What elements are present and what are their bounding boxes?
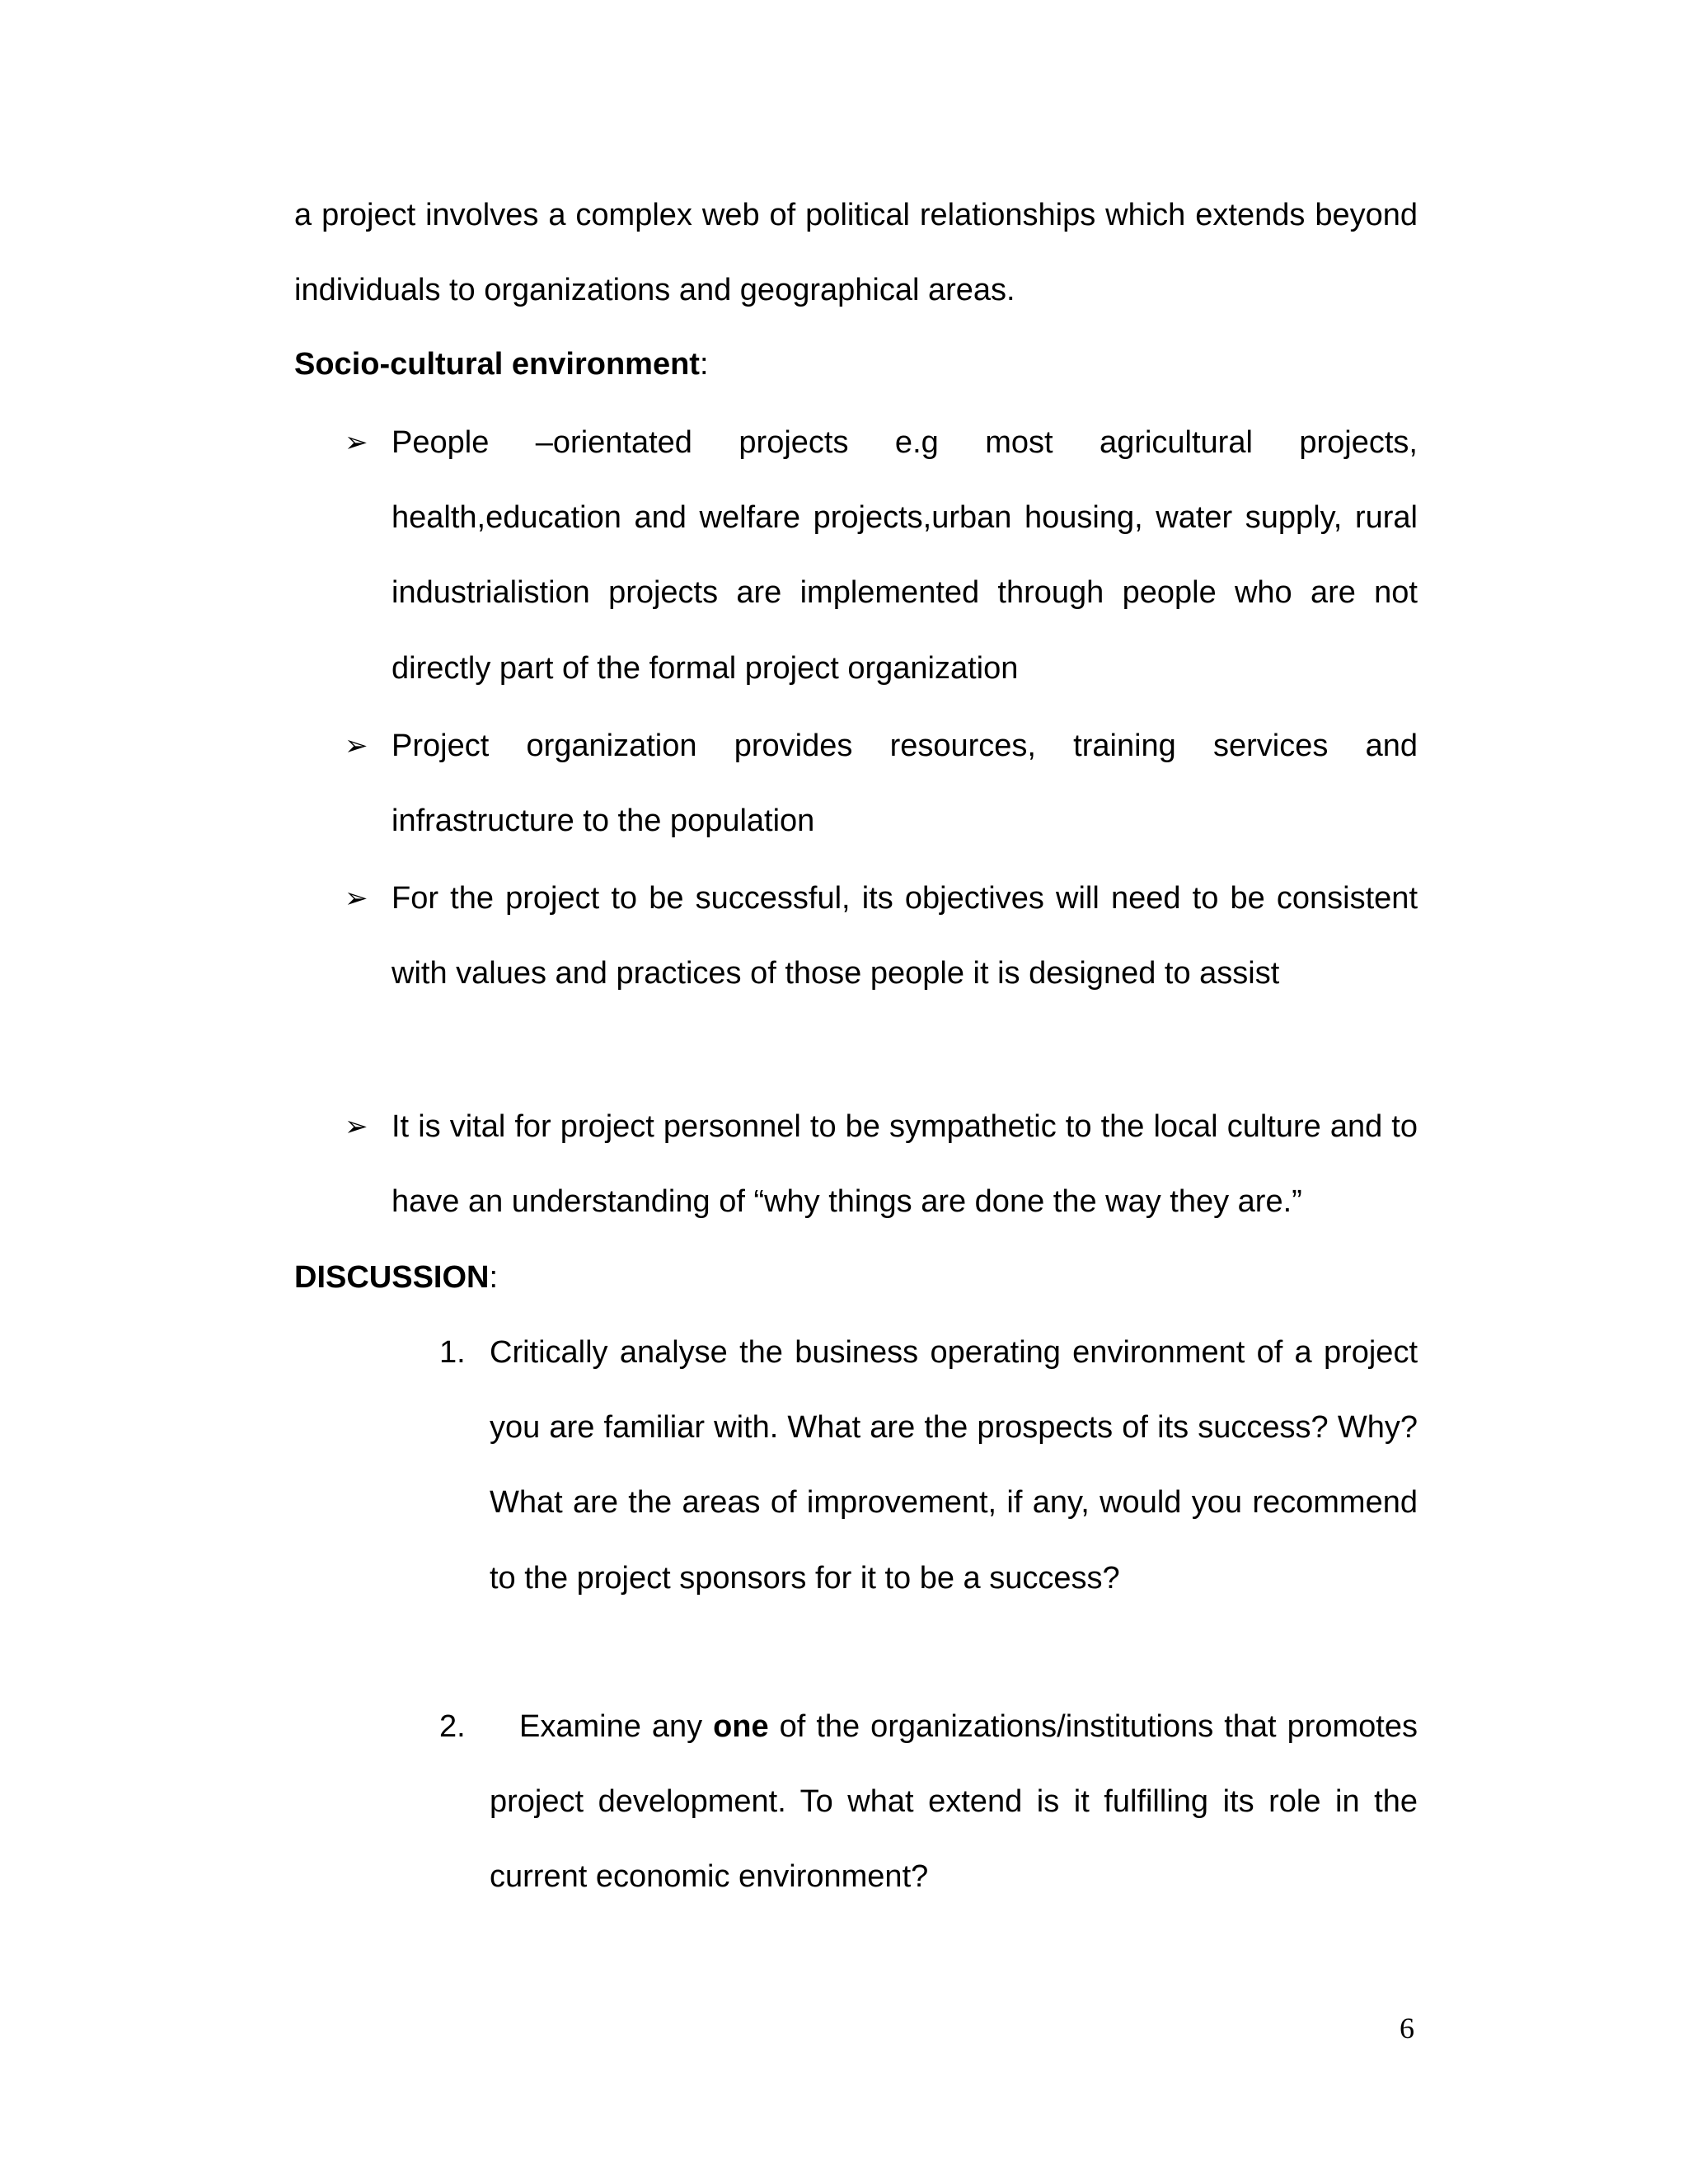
question-emphasis: one [713, 1709, 769, 1744]
page-number: 6 [1400, 2012, 1414, 2045]
question-number: 2. [439, 1709, 466, 1744]
bullet-item: It is vital for project personnel to be sympathetic to the local culture and to have an understanding of “why things are done the way they are.” [392, 1109, 1418, 1220]
question-text: Critically analyse the business operating environment of a project you are familiar with. What are the prospects of its success? Why? What are the areas of improvement, if any, would you recommend to the project sponsors for it to be a success? [490, 1335, 1418, 1596]
bullet-item: For the project to be successful, its objectives will need to be consistent with values and practices of those people it is designed to assist [392, 881, 1418, 991]
discussion-heading [294, 1240, 498, 1315]
socio-cultural-heading [294, 327, 709, 402]
socio-cultural-heading-colon: : [699, 347, 709, 382]
arrow-bullet-icon: ➢ [345, 427, 368, 458]
bullet-item: People –orientated projects e.g most agricultural projects, health,education and welfare projects,urban housing, water supply, rural industrialistion projects are implemented through people who are not directly part of the formal project organization [392, 425, 1418, 686]
arrow-bullet-icon: ➢ [345, 730, 368, 762]
question-text-start: Examine any [519, 1709, 714, 1744]
socio-cultural-heading-text: Socio-cultural environment [294, 347, 700, 382]
intro-paragraph: a project involves a complex web of political relationships which extends beyond individuals to organizations and geographical areas. [294, 198, 1418, 308]
arrow-bullet-icon: ➢ [345, 883, 368, 914]
arrow-bullet-icon: ➢ [345, 1111, 368, 1142]
discussion-heading-text: DISCUSSION [294, 1260, 490, 1295]
question-text-end: of the organizations/institutions that promotes project development. To what extend is it fulfilling its role in the current economic environment? [490, 1709, 1418, 1895]
question-number: 1. [439, 1335, 466, 1370]
question-text [490, 1690, 1418, 1915]
bullet-item: Project organization provides resources, training services and infrastructure to the population [392, 729, 1418, 839]
discussion-heading-colon: : [489, 1260, 499, 1295]
